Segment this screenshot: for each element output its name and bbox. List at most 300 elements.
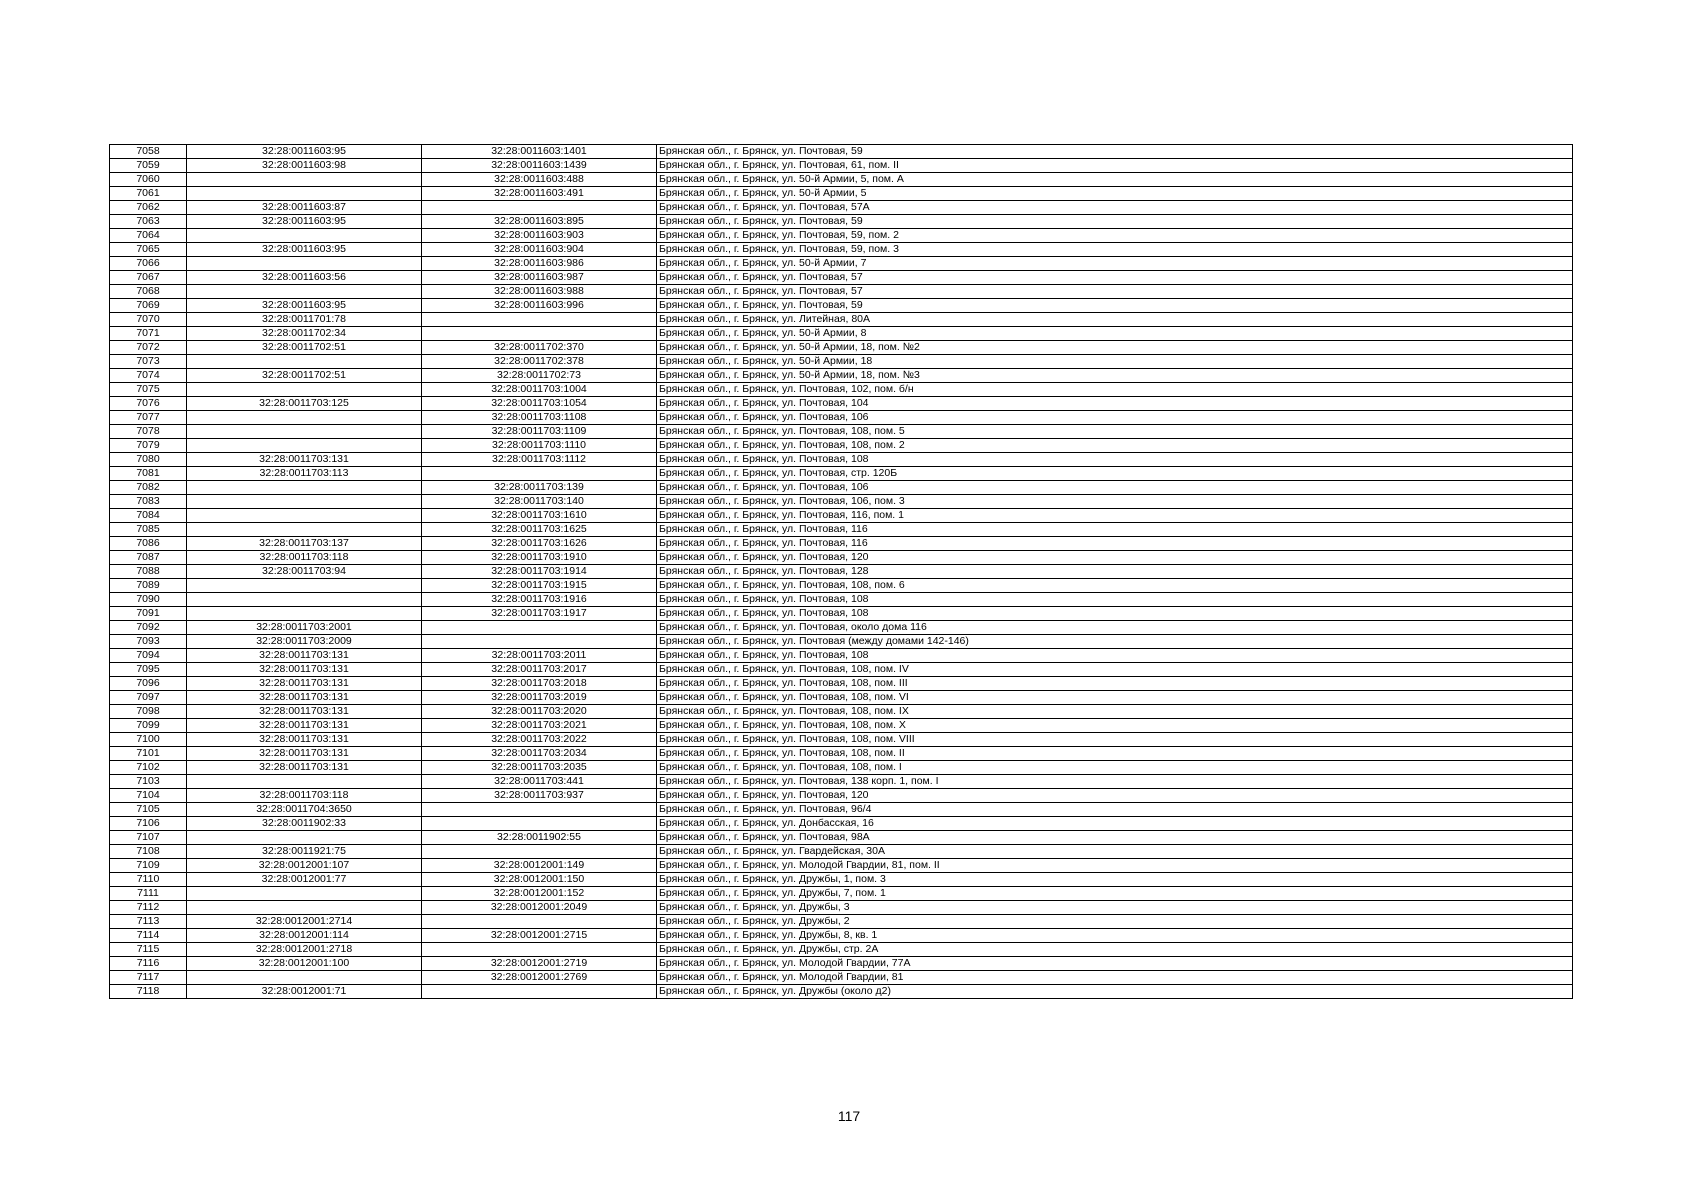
object-cadastral-cell: 32:28:0011703:2011 xyxy=(422,649,657,663)
address-cell: Брянская обл., г. Брянск, ул. Почтовая, 96/4 xyxy=(657,803,1573,817)
object-cadastral-cell: 32:28:0011703:1914 xyxy=(422,565,657,579)
address-cell: Брянская обл., г. Брянск, ул. Почтовая, 59 xyxy=(657,215,1573,229)
object-cadastral-cell: 32:28:0011703:2034 xyxy=(422,747,657,761)
parcel-cadastral-cell xyxy=(187,187,422,201)
address-cell: Брянская обл., г. Брянск, ул. Почтовая, 108, пом. VIII xyxy=(657,733,1573,747)
table-row xyxy=(110,201,1573,215)
parcel-cadastral-cell: 32:28:0011703:2001 xyxy=(187,621,422,635)
table-row xyxy=(110,929,1573,943)
row-number-cell: 7075 xyxy=(110,383,187,397)
address-cell: Брянская обл., г. Брянск, ул. Почтовая, 108, пом. III xyxy=(657,677,1573,691)
row-number-cell: 7108 xyxy=(110,845,187,859)
parcel-cadastral-cell: 32:28:0011703:131 xyxy=(187,719,422,733)
address-cell: Брянская обл., г. Брянск, ул. Дружбы, 3 xyxy=(657,901,1573,915)
row-number-cell: 7068 xyxy=(110,285,187,299)
row-number-cell: 7104 xyxy=(110,789,187,803)
address-cell: Брянская обл., г. Брянск, ул. Дружбы, 2 xyxy=(657,915,1573,929)
address-cell: Брянская обл., г. Брянск, ул. Почтовая, 59, пом. 2 xyxy=(657,229,1573,243)
object-cadastral-cell: 32:28:0011603:491 xyxy=(422,187,657,201)
row-number-cell: 7100 xyxy=(110,733,187,747)
row-number-cell: 7065 xyxy=(110,243,187,257)
row-number-cell: 7084 xyxy=(110,509,187,523)
parcel-cadastral-cell: 32:28:0011702:34 xyxy=(187,327,422,341)
object-cadastral-cell xyxy=(422,915,657,929)
address-cell: Брянская обл., г. Брянск, ул. 50-й Армии, 18, пом. №2 xyxy=(657,341,1573,355)
address-cell: Брянская обл., г. Брянск, ул. Почтовая, 116, пом. 1 xyxy=(657,509,1573,523)
row-number-cell: 7089 xyxy=(110,579,187,593)
parcel-cadastral-cell: 32:28:0012001:2714 xyxy=(187,915,422,929)
address-cell: Брянская обл., г. Брянск, ул. Дружбы, 7, пом. 1 xyxy=(657,887,1573,901)
address-cell: Брянская обл., г. Брянск, ул. Почтовая, 108, пом. IX xyxy=(657,705,1573,719)
row-number-cell: 7096 xyxy=(110,677,187,691)
address-cell: Брянская обл., г. Брянск, ул. Молодой Гвардии, 77А xyxy=(657,957,1573,971)
table-row xyxy=(110,285,1573,299)
parcel-cadastral-cell xyxy=(187,593,422,607)
parcel-cadastral-cell: 32:28:0011603:87 xyxy=(187,201,422,215)
parcel-cadastral-cell: 32:28:0011703:131 xyxy=(187,761,422,775)
address-cell: Брянская обл., г. Брянск, ул. Дружбы (около д2) xyxy=(657,985,1573,999)
row-number-cell: 7110 xyxy=(110,873,187,887)
parcel-cadastral-cell xyxy=(187,425,422,439)
object-cadastral-cell: 32:28:0011703:1110 xyxy=(422,439,657,453)
table-row xyxy=(110,831,1573,845)
object-cadastral-cell: 32:28:0011703:1910 xyxy=(422,551,657,565)
row-number-cell: 7114 xyxy=(110,929,187,943)
object-cadastral-cell: 32:28:0011703:139 xyxy=(422,481,657,495)
table-row xyxy=(110,215,1573,229)
address-cell: Брянская обл., г. Брянск, ул. Почтовая, 108 xyxy=(657,453,1573,467)
address-cell: Брянская обл., г. Брянск, ул. Почтовая, 106 xyxy=(657,481,1573,495)
address-cell: Брянская обл., г. Брянск, ул. Почтовая, 108 xyxy=(657,593,1573,607)
register-table xyxy=(109,144,1573,999)
address-cell: Брянская обл., г. Брянск, ул. Почтовая, 108, пом. IV xyxy=(657,663,1573,677)
row-number-cell: 7083 xyxy=(110,495,187,509)
parcel-cadastral-cell xyxy=(187,355,422,369)
address-cell: Брянская обл., г. Брянск, ул. 50-й Армии, 5, пом. А xyxy=(657,173,1573,187)
object-cadastral-cell xyxy=(422,467,657,481)
row-number-cell: 7077 xyxy=(110,411,187,425)
table-row xyxy=(110,873,1573,887)
parcel-cadastral-cell: 32:28:0011703:131 xyxy=(187,663,422,677)
table-row xyxy=(110,733,1573,747)
row-number-cell: 7105 xyxy=(110,803,187,817)
parcel-cadastral-cell: 32:28:0011704:3650 xyxy=(187,803,422,817)
table-row xyxy=(110,677,1573,691)
row-number-cell: 7117 xyxy=(110,971,187,985)
parcel-cadastral-cell: 32:28:0011703:131 xyxy=(187,677,422,691)
table-row xyxy=(110,887,1573,901)
table-row xyxy=(110,495,1573,509)
table-row xyxy=(110,901,1573,915)
object-cadastral-cell: 32:28:0011703:2020 xyxy=(422,705,657,719)
row-number-cell: 7095 xyxy=(110,663,187,677)
address-cell: Брянская обл., г. Брянск, ул. 50-й Армии, 7 xyxy=(657,257,1573,271)
parcel-cadastral-cell: 32:28:0012001:100 xyxy=(187,957,422,971)
row-number-cell: 7111 xyxy=(110,887,187,901)
table-row xyxy=(110,761,1573,775)
parcel-cadastral-cell xyxy=(187,495,422,509)
object-cadastral-cell xyxy=(422,985,657,999)
object-cadastral-cell: 32:28:0011703:1610 xyxy=(422,509,657,523)
table-row xyxy=(110,957,1573,971)
address-cell: Брянская обл., г. Брянск, ул. Почтовая, 128 xyxy=(657,565,1573,579)
row-number-cell: 7109 xyxy=(110,859,187,873)
table-row xyxy=(110,187,1573,201)
parcel-cadastral-cell: 32:28:0011703:131 xyxy=(187,747,422,761)
table-row xyxy=(110,327,1573,341)
parcel-cadastral-cell: 32:28:0012001:114 xyxy=(187,929,422,943)
object-cadastral-cell: 32:28:0011703:2021 xyxy=(422,719,657,733)
object-cadastral-cell: 32:28:0011703:1108 xyxy=(422,411,657,425)
table-row xyxy=(110,467,1573,481)
object-cadastral-cell: 32:28:0011603:904 xyxy=(422,243,657,257)
parcel-cadastral-cell: 32:28:0012001:107 xyxy=(187,859,422,873)
parcel-cadastral-cell: 32:28:0011702:51 xyxy=(187,369,422,383)
address-cell: Брянская обл., г. Брянск, ул. Почтовая, 108, пом. 6 xyxy=(657,579,1573,593)
object-cadastral-cell: 32:28:0012001:2769 xyxy=(422,971,657,985)
row-number-cell: 7076 xyxy=(110,397,187,411)
parcel-cadastral-cell: 32:28:0012001:71 xyxy=(187,985,422,999)
address-cell: Брянская обл., г. Брянск, ул. 50-й Армии, 18 xyxy=(657,355,1573,369)
address-cell: Брянская обл., г. Брянск, ул. Молодой Гвардии, 81, пом. II xyxy=(657,859,1573,873)
object-cadastral-cell: 32:28:0011703:140 xyxy=(422,495,657,509)
address-cell: Брянская обл., г. Брянск, ул. Почтовая, 57 xyxy=(657,285,1573,299)
table-row xyxy=(110,719,1573,733)
address-cell: Брянская обл., г. Брянск, ул. Донбасская, 16 xyxy=(657,817,1573,831)
object-cadastral-cell: 32:28:0012001:2719 xyxy=(422,957,657,971)
address-cell: Брянская обл., г. Брянск, ул. Почтовая, 138 корп. 1, пом. I xyxy=(657,775,1573,789)
object-cadastral-cell xyxy=(422,817,657,831)
object-cadastral-cell: 32:28:0011703:2019 xyxy=(422,691,657,705)
object-cadastral-cell: 32:28:0011603:903 xyxy=(422,229,657,243)
row-number-cell: 7058 xyxy=(110,145,187,159)
table-row xyxy=(110,705,1573,719)
address-cell: Брянская обл., г. Брянск, ул. Почтовая, 116 xyxy=(657,523,1573,537)
table-row xyxy=(110,439,1573,453)
object-cadastral-cell: 32:28:0011703:2022 xyxy=(422,733,657,747)
parcel-cadastral-cell xyxy=(187,509,422,523)
parcel-cadastral-cell: 32:28:0012001:77 xyxy=(187,873,422,887)
parcel-cadastral-cell: 32:28:0011603:95 xyxy=(187,243,422,257)
parcel-cadastral-cell: 32:28:0011703:2009 xyxy=(187,635,422,649)
row-number-cell: 7061 xyxy=(110,187,187,201)
table-row xyxy=(110,663,1573,677)
object-cadastral-cell: 32:28:0011703:441 xyxy=(422,775,657,789)
object-cadastral-cell xyxy=(422,327,657,341)
address-cell: Брянская обл., г. Брянск, ул. Почтовая, стр. 120Б xyxy=(657,467,1573,481)
address-cell: Брянская обл., г. Брянск, ул. Почтовая, 108, пом. 5 xyxy=(657,425,1573,439)
object-cadastral-cell: 32:28:0011703:2035 xyxy=(422,761,657,775)
row-number-cell: 7059 xyxy=(110,159,187,173)
object-cadastral-cell: 32:28:0011702:378 xyxy=(422,355,657,369)
table-row xyxy=(110,817,1573,831)
table-row xyxy=(110,915,1573,929)
object-cadastral-cell: 32:28:0011703:2017 xyxy=(422,663,657,677)
parcel-cadastral-cell: 32:28:0011603:98 xyxy=(187,159,422,173)
parcel-cadastral-cell xyxy=(187,579,422,593)
row-number-cell: 7070 xyxy=(110,313,187,327)
address-cell: Брянская обл., г. Брянск, ул. Почтовая, 98А xyxy=(657,831,1573,845)
parcel-cadastral-cell xyxy=(187,887,422,901)
table-row xyxy=(110,341,1573,355)
table-row xyxy=(110,411,1573,425)
table-row xyxy=(110,985,1573,999)
parcel-cadastral-cell: 32:28:0011902:33 xyxy=(187,817,422,831)
row-number-cell: 7097 xyxy=(110,691,187,705)
object-cadastral-cell: 32:28:0011702:73 xyxy=(422,369,657,383)
table-row xyxy=(110,943,1573,957)
row-number-cell: 7074 xyxy=(110,369,187,383)
object-cadastral-cell: 32:28:0011703:1916 xyxy=(422,593,657,607)
row-number-cell: 7094 xyxy=(110,649,187,663)
page-number: 117 xyxy=(837,1108,861,1124)
parcel-cadastral-cell: 32:28:0011921:75 xyxy=(187,845,422,859)
parcel-cadastral-cell xyxy=(187,285,422,299)
row-number-cell: 7080 xyxy=(110,453,187,467)
table-row xyxy=(110,481,1573,495)
address-cell: Брянская обл., г. Брянск, ул. Почтовая, 120 xyxy=(657,789,1573,803)
object-cadastral-cell xyxy=(422,845,657,859)
parcel-cadastral-cell xyxy=(187,775,422,789)
address-cell: Брянская обл., г. Брянск, ул. Почтовая, 104 xyxy=(657,397,1573,411)
table-row xyxy=(110,621,1573,635)
row-number-cell: 7081 xyxy=(110,467,187,481)
address-cell: Брянская обл., г. Брянск, ул. Почтовая, 102, пом. б/н xyxy=(657,383,1573,397)
table-row xyxy=(110,271,1573,285)
object-cadastral-cell: 32:28:0011703:1054 xyxy=(422,397,657,411)
row-number-cell: 7099 xyxy=(110,719,187,733)
row-number-cell: 7073 xyxy=(110,355,187,369)
object-cadastral-cell xyxy=(422,621,657,635)
row-number-cell: 7086 xyxy=(110,537,187,551)
parcel-cadastral-cell: 32:28:0011703:125 xyxy=(187,397,422,411)
address-cell: Брянская обл., г. Брянск, ул. Почтовая, 59 xyxy=(657,299,1573,313)
parcel-cadastral-cell: 32:28:0011702:51 xyxy=(187,341,422,355)
table-row xyxy=(110,579,1573,593)
parcel-cadastral-cell xyxy=(187,383,422,397)
table-row xyxy=(110,747,1573,761)
object-cadastral-cell xyxy=(422,635,657,649)
row-number-cell: 7079 xyxy=(110,439,187,453)
row-number-cell: 7067 xyxy=(110,271,187,285)
parcel-cadastral-cell: 32:28:0011703:137 xyxy=(187,537,422,551)
row-number-cell: 7106 xyxy=(110,817,187,831)
parcel-cadastral-cell: 32:28:0011703:94 xyxy=(187,565,422,579)
parcel-cadastral-cell xyxy=(187,901,422,915)
row-number-cell: 7113 xyxy=(110,915,187,929)
table-row xyxy=(110,453,1573,467)
address-cell: Брянская обл., г. Брянск, ул. Почтовая, 108 xyxy=(657,649,1573,663)
object-cadastral-cell: 32:28:0011703:937 xyxy=(422,789,657,803)
parcel-cadastral-cell xyxy=(187,411,422,425)
row-number-cell: 7102 xyxy=(110,761,187,775)
object-cadastral-cell: 32:28:0011603:488 xyxy=(422,173,657,187)
address-cell: Брянская обл., г. Брянск, ул. Почтовая, 106, пом. 3 xyxy=(657,495,1573,509)
parcel-cadastral-cell: 32:28:0011603:56 xyxy=(187,271,422,285)
object-cadastral-cell: 32:28:0011603:996 xyxy=(422,299,657,313)
object-cadastral-cell: 32:28:0012001:2715 xyxy=(422,929,657,943)
row-number-cell: 7063 xyxy=(110,215,187,229)
parcel-cadastral-cell xyxy=(187,229,422,243)
parcel-cadastral-cell xyxy=(187,971,422,985)
parcel-cadastral-cell: 32:28:0011703:131 xyxy=(187,649,422,663)
table-row xyxy=(110,845,1573,859)
object-cadastral-cell: 32:28:0011703:1915 xyxy=(422,579,657,593)
row-number-cell: 7092 xyxy=(110,621,187,635)
row-number-cell: 7098 xyxy=(110,705,187,719)
address-cell: Брянская обл., г. Брянск, ул. Почтовая, 57 xyxy=(657,271,1573,285)
object-cadastral-cell: 32:28:0011703:1917 xyxy=(422,607,657,621)
address-cell: Брянская обл., г. Брянск, ул. Почтовая, 57А xyxy=(657,201,1573,215)
table-row xyxy=(110,425,1573,439)
table-row xyxy=(110,775,1573,789)
parcel-cadastral-cell xyxy=(187,257,422,271)
row-number-cell: 7118 xyxy=(110,985,187,999)
parcel-cadastral-cell: 32:28:0011703:113 xyxy=(187,467,422,481)
address-cell: Брянская обл., г. Брянск, ул. Почтовая (между домами 142-146) xyxy=(657,635,1573,649)
object-cadastral-cell: 32:28:0011703:1626 xyxy=(422,537,657,551)
object-cadastral-cell: 32:28:0011603:1439 xyxy=(422,159,657,173)
object-cadastral-cell xyxy=(422,803,657,817)
table-row xyxy=(110,229,1573,243)
table-row xyxy=(110,369,1573,383)
address-cell: Брянская обл., г. Брянск, ул. 50-й Армии, 8 xyxy=(657,327,1573,341)
address-cell: Брянская обл., г. Брянск, ул. Почтовая, 108, пом. VI xyxy=(657,691,1573,705)
table-row xyxy=(110,243,1573,257)
address-cell: Брянская обл., г. Брянск, ул. Литейная, 80А xyxy=(657,313,1573,327)
table-row xyxy=(110,789,1573,803)
address-cell: Брянская обл., г. Брянск, ул. Почтовая, 106 xyxy=(657,411,1573,425)
address-cell: Брянская обл., г. Брянск, ул. Молодой Гвардии, 81 xyxy=(657,971,1573,985)
table-row xyxy=(110,537,1573,551)
object-cadastral-cell: 32:28:0011603:987 xyxy=(422,271,657,285)
table-row xyxy=(110,971,1573,985)
address-cell: Брянская обл., г. Брянск, ул. 50-й Армии, 5 xyxy=(657,187,1573,201)
address-cell: Брянская обл., г. Брянск, ул. Почтовая, 59, пом. 3 xyxy=(657,243,1573,257)
parcel-cadastral-cell: 32:28:0012001:2718 xyxy=(187,943,422,957)
table-row xyxy=(110,383,1573,397)
row-number-cell: 7103 xyxy=(110,775,187,789)
table-row xyxy=(110,173,1573,187)
row-number-cell: 7069 xyxy=(110,299,187,313)
row-number-cell: 7112 xyxy=(110,901,187,915)
parcel-cadastral-cell: 32:28:0011703:131 xyxy=(187,691,422,705)
address-cell: Брянская обл., г. Брянск, ул. Почтовая, 108, пом. 2 xyxy=(657,439,1573,453)
address-cell: Брянская обл., г. Брянск, ул. Дружбы, 1, пом. 3 xyxy=(657,873,1573,887)
table-row xyxy=(110,397,1573,411)
parcel-cadastral-cell: 32:28:0011703:131 xyxy=(187,453,422,467)
address-cell: Брянская обл., г. Брянск, ул. Почтовая, 108, пом. I xyxy=(657,761,1573,775)
table-row xyxy=(110,299,1573,313)
row-number-cell: 7060 xyxy=(110,173,187,187)
object-cadastral-cell: 32:28:0011603:895 xyxy=(422,215,657,229)
address-cell: Брянская обл., г. Брянск, ул. Дружбы, стр. 2А xyxy=(657,943,1573,957)
parcel-cadastral-cell: 32:28:0011603:95 xyxy=(187,299,422,313)
address-cell: Брянская обл., г. Брянск, ул. Почтовая, 108, пом. II xyxy=(657,747,1573,761)
row-number-cell: 7064 xyxy=(110,229,187,243)
object-cadastral-cell: 32:28:0012001:150 xyxy=(422,873,657,887)
row-number-cell: 7062 xyxy=(110,201,187,215)
row-number-cell: 7088 xyxy=(110,565,187,579)
table-row xyxy=(110,159,1573,173)
parcel-cadastral-cell: 32:28:0011603:95 xyxy=(187,145,422,159)
row-number-cell: 7091 xyxy=(110,607,187,621)
row-number-cell: 7085 xyxy=(110,523,187,537)
row-number-cell: 7087 xyxy=(110,551,187,565)
table-row xyxy=(110,607,1573,621)
table-row xyxy=(110,313,1573,327)
row-number-cell: 7090 xyxy=(110,593,187,607)
object-cadastral-cell: 32:28:0011703:1004 xyxy=(422,383,657,397)
object-cadastral-cell xyxy=(422,313,657,327)
row-number-cell: 7115 xyxy=(110,943,187,957)
table-row xyxy=(110,509,1573,523)
parcel-cadastral-cell xyxy=(187,607,422,621)
table-row xyxy=(110,551,1573,565)
table-row xyxy=(110,593,1573,607)
object-cadastral-cell: 32:28:0011703:1109 xyxy=(422,425,657,439)
parcel-cadastral-cell: 32:28:0011703:118 xyxy=(187,789,422,803)
row-number-cell: 7078 xyxy=(110,425,187,439)
address-cell: Брянская обл., г. Брянск, ул. Почтовая, 108 xyxy=(657,607,1573,621)
object-cadastral-cell: 32:28:0011603:988 xyxy=(422,285,657,299)
object-cadastral-cell xyxy=(422,943,657,957)
row-number-cell: 7072 xyxy=(110,341,187,355)
register-table-body xyxy=(110,145,1573,999)
table-row xyxy=(110,803,1573,817)
address-cell: Брянская обл., г. Брянск, ул. Почтовая, 59 xyxy=(657,145,1573,159)
parcel-cadastral-cell: 32:28:0011703:131 xyxy=(187,705,422,719)
parcel-cadastral-cell: 32:28:0011603:95 xyxy=(187,215,422,229)
object-cadastral-cell: 32:28:0012001:2049 xyxy=(422,901,657,915)
parcel-cadastral-cell xyxy=(187,523,422,537)
row-number-cell: 7082 xyxy=(110,481,187,495)
address-cell: Брянская обл., г. Брянск, ул. 50-й Армии, 18, пом. №3 xyxy=(657,369,1573,383)
row-number-cell: 7107 xyxy=(110,831,187,845)
row-number-cell: 7116 xyxy=(110,957,187,971)
table-row xyxy=(110,635,1573,649)
object-cadastral-cell: 32:28:0011702:370 xyxy=(422,341,657,355)
object-cadastral-cell: 32:28:0012001:149 xyxy=(422,859,657,873)
object-cadastral-cell: 32:28:0011603:986 xyxy=(422,257,657,271)
object-cadastral-cell: 32:28:0012001:152 xyxy=(422,887,657,901)
table-row xyxy=(110,859,1573,873)
row-number-cell: 7071 xyxy=(110,327,187,341)
table-row xyxy=(110,145,1573,159)
table-row xyxy=(110,649,1573,663)
object-cadastral-cell: 32:28:0011603:1401 xyxy=(422,145,657,159)
table-row xyxy=(110,523,1573,537)
object-cadastral-cell: 32:28:0011902:55 xyxy=(422,831,657,845)
object-cadastral-cell xyxy=(422,201,657,215)
parcel-cadastral-cell xyxy=(187,173,422,187)
table-row xyxy=(110,691,1573,705)
table-row xyxy=(110,257,1573,271)
object-cadastral-cell: 32:28:0011703:1625 xyxy=(422,523,657,537)
parcel-cadastral-cell: 32:28:0011703:131 xyxy=(187,733,422,747)
address-cell: Брянская обл., г. Брянск, ул. Гвардейская, 30А xyxy=(657,845,1573,859)
table-row xyxy=(110,565,1573,579)
address-cell: Брянская обл., г. Брянск, ул. Почтовая, около дома 116 xyxy=(657,621,1573,635)
row-number-cell: 7066 xyxy=(110,257,187,271)
parcel-cadastral-cell: 32:28:0011703:118 xyxy=(187,551,422,565)
address-cell: Брянская обл., г. Брянск, ул. Дружбы, 8, кв. 1 xyxy=(657,929,1573,943)
address-cell: Брянская обл., г. Брянск, ул. Почтовая, 61, пом. II xyxy=(657,159,1573,173)
table-row xyxy=(110,355,1573,369)
address-cell: Брянская обл., г. Брянск, ул. Почтовая, 108, пом. X xyxy=(657,719,1573,733)
parcel-cadastral-cell xyxy=(187,439,422,453)
parcel-cadastral-cell: 32:28:0011701:78 xyxy=(187,313,422,327)
